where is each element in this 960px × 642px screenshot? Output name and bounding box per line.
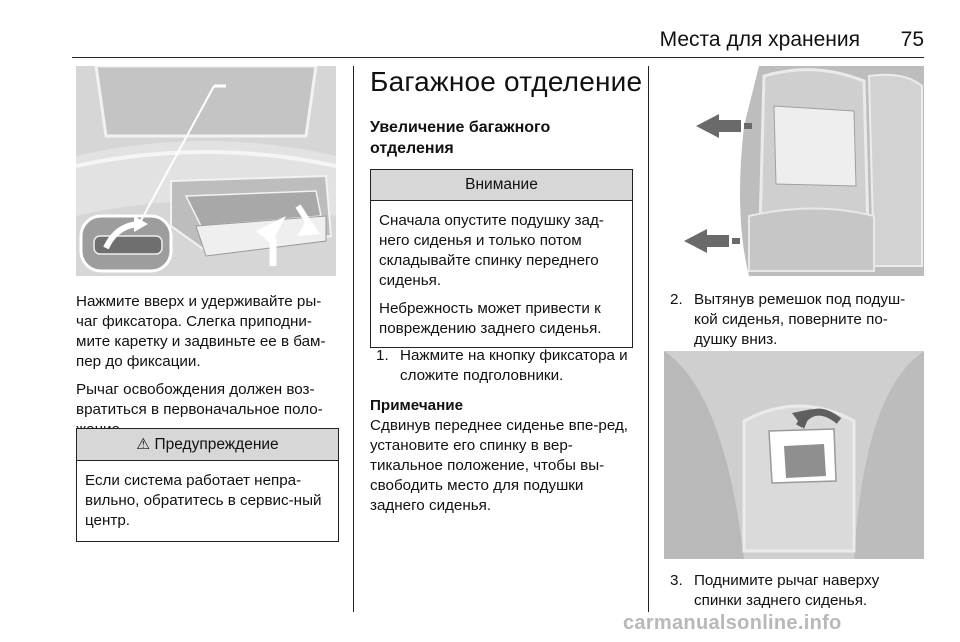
step-text: Поднимите рычаг наверху спинки заднего сиденья.: [694, 572, 880, 609]
column-divider-right: [648, 66, 649, 612]
subsection-heading: Увеличение багажного отделения: [370, 119, 551, 157]
warning-text: Если система работает непра-вильно, обратитесь в сервис-ный центр.: [85, 472, 322, 529]
caution-text: Небрежность может привести к повреждению заднего сиденья.: [379, 300, 602, 337]
step-text: Нажмите на кнопку фиксатора и сложите подголовники.: [400, 347, 628, 384]
section-title: Места для хранения: [659, 28, 860, 51]
bike-carrier-illustration: [76, 66, 336, 276]
watermark: carmanualsonline.info: [623, 612, 842, 634]
note-heading: Примечание: [370, 397, 464, 414]
paragraph: Нажмите вверх и удерживайте ры-чаг фиксатора. Слегка приподни-мите каретку и задвиньте ее в бам-пер до фиксации.: [76, 293, 326, 370]
caution-box: [370, 169, 633, 348]
paragraph: Рычаг освобождения должен воз-вратиться в первоначальное поло-: [76, 381, 323, 418]
caution-box-header: Внимание: [371, 170, 632, 201]
right-column-step2: [664, 290, 928, 350]
note-text: Сдвинув переднее сиденье впе-ред, установите его спинку в вер-тикальное положение, чтобы вы-свободить место для подушки заднего сиденья.: [370, 417, 629, 514]
warning-triangle-icon: ⚠: [136, 436, 151, 453]
section-heading: Багажное отделение: [370, 66, 643, 97]
seat-lever-illustration: [664, 351, 924, 559]
warning-title: Предупреждение: [154, 436, 279, 453]
caution-text: Сначала опустите подушку зад-него сиденья и только потом складывайте спинку переднего сиденья.: [379, 212, 604, 289]
middle-column-text: [370, 346, 634, 524]
column-divider-left: [353, 66, 354, 612]
left-column-text: [76, 292, 338, 448]
step-number: 2.: [670, 291, 683, 308]
header-rule: [72, 57, 924, 58]
page-number: 75: [900, 28, 924, 51]
step-3: [664, 571, 928, 611]
warning-box: [76, 428, 339, 542]
rear-seat-illustration: [664, 66, 924, 276]
step-text: Вытянув ремешок под подуш-кой сиденья, поверните по-душку вниз.: [694, 291, 906, 348]
warning-box-body: [77, 461, 338, 541]
step-2: [664, 290, 928, 350]
step-1: [370, 346, 634, 386]
caution-box-body: [371, 201, 632, 347]
page-header: [0, 28, 960, 54]
right-column-step3: [664, 571, 928, 611]
warning-box-header: [77, 429, 338, 461]
step-number: 3.: [670, 572, 683, 589]
step-number: 1.: [376, 347, 389, 364]
